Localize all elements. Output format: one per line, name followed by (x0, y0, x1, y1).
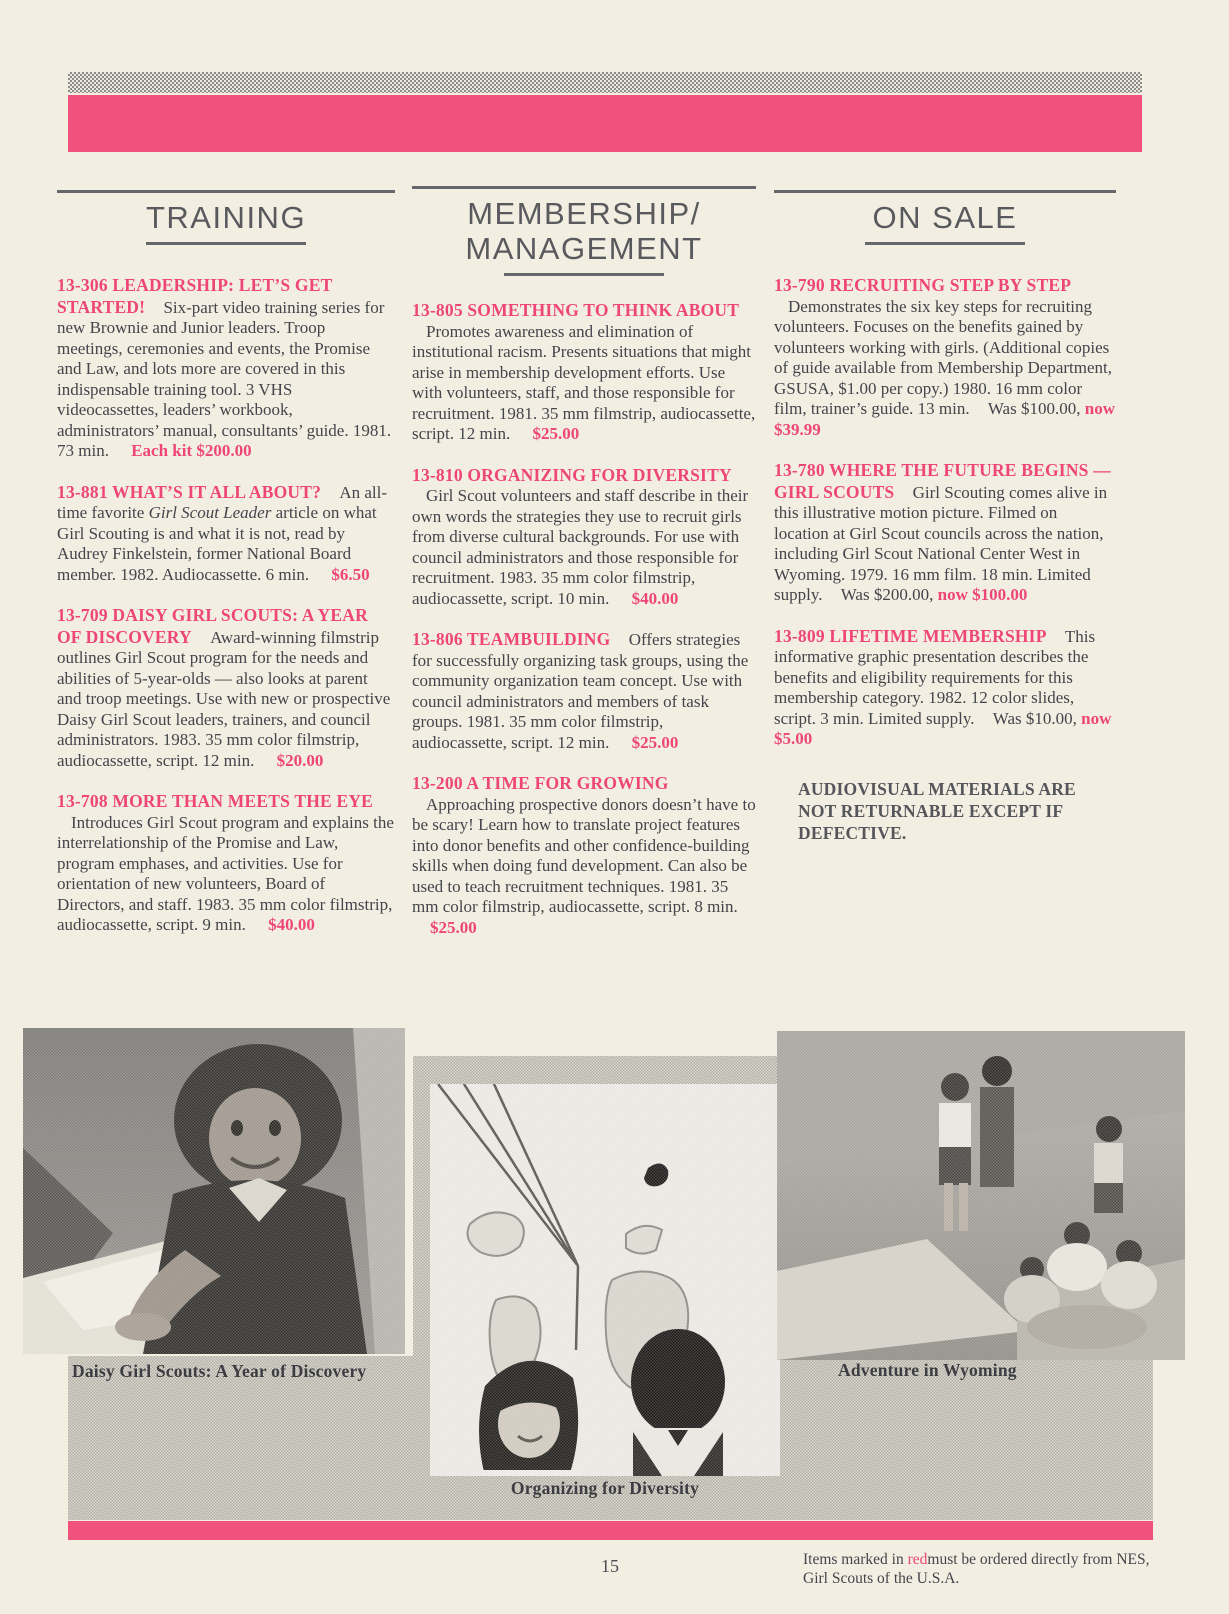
item-code: 13-881 (57, 481, 108, 502)
item-was-price: Was $10.00, (992, 708, 1077, 728)
item-price: Each kit $200.00 (131, 441, 252, 460)
item-text (412, 773, 756, 938)
catalog-item-13-790 (774, 275, 1116, 440)
item-code: 13-790 (774, 275, 825, 295)
header-rule-bottom (865, 242, 1025, 245)
item-title: RECRUITING STEP BY STEP (829, 275, 1072, 295)
header-rule-bottom (146, 242, 306, 245)
header-rule-top (412, 186, 756, 189)
item-code: 13-200 (412, 773, 463, 793)
ordering-note-suffix: must be ordered directly from NES, (927, 1551, 1150, 1568)
header-rule-bottom (504, 273, 664, 276)
item-title: LEADERSHIP: LET’S GET STARTED! (57, 275, 333, 317)
girl-reading-illustration (23, 1028, 405, 1354)
catalog-item-13-881 (57, 482, 395, 586)
item-title: SOMETHING TO THINK ABOUT (467, 300, 740, 320)
item-code: 13-709 (57, 605, 108, 625)
item-title: TEAMBUILDING (467, 629, 611, 649)
ordering-note-line2: Girl Scouts of the U.S.A. (803, 1570, 960, 1587)
column-title-training (57, 200, 395, 235)
item-code: 13-708 (57, 791, 108, 811)
column-title-text: ON SALE (872, 200, 1018, 235)
item-was-price: Was $200.00, (840, 585, 934, 604)
item-code: 13-809 (774, 625, 825, 646)
item-description-part: article on what Girl Scouting is and what it is not, read by Audrey Finkelstein, former National Board member. 1982. Audiocassette. 6 min. (57, 503, 377, 584)
column-title-membership (412, 196, 756, 266)
item-sale-price: now $39.99 (774, 399, 1115, 439)
item-price: $40.00 (268, 915, 315, 934)
item-code: 13-806 (412, 629, 463, 649)
item-title: WHAT’S IT ALL ABOUT? (112, 481, 322, 502)
catalog-item-13-806 (412, 629, 756, 753)
item-description: Six-part video training series for new Brownie and Junior leaders. Troop meetings, ceremonies and events, the Promise and Law, and lots more are covered in this indispensable training tool. 3 VHS videocassettes, leaders’ workbook, administrators’ manual, consultants’ guide. 1981. 73 min. (57, 297, 392, 460)
item-sale-price: now $100.00 (937, 585, 1028, 604)
ordering-note (803, 1550, 1173, 1588)
item-description-italic: Girl Scout Leader (148, 503, 272, 522)
item-price: $25.00 (430, 917, 477, 937)
item-text (57, 791, 395, 936)
page-number: 15 (601, 1556, 619, 1576)
item-price: $25.00 (631, 732, 679, 752)
column-title-on-sale (774, 200, 1116, 235)
catalog-item-13-780 (774, 460, 1116, 606)
column-training-header (57, 190, 395, 245)
item-price: $6.50 (331, 564, 370, 584)
item-title: WHERE THE FUTURE BEGINS — GIRL SCOUTS (774, 460, 1111, 502)
item-title: A TIME FOR GROWING (466, 773, 669, 793)
ordering-note-prefix: Items marked in (803, 1551, 908, 1568)
top-pink-band (68, 95, 1142, 152)
catalog-item-13-809 (774, 626, 1116, 750)
item-text (774, 460, 1116, 606)
item-title: ORGANIZING FOR DIVERSITY (467, 464, 732, 485)
item-description: This informative graphic presentation describes the benefits and eligibility requirements for this membership category. 1982. 12 color slides, script. 3 min. Limited supply. (774, 626, 1096, 728)
item-description: Offers strategies for successfully organizing task groups, using the community organization team concept. Use with council administrators and members of task groups. 1981. 35 mm color filmstrip, audiocassette, script. 12 min. (412, 630, 749, 752)
item-title: DAISY GIRL SCOUTS: A YEAR OF DISCOVERY (57, 605, 368, 647)
header-rule-top (774, 190, 1116, 193)
column-title-text: MANAGEMENT (465, 231, 703, 266)
photo-caption-wyoming: Adventure in Wyoming (838, 1360, 1017, 1380)
item-sale-price: now $5.00 (774, 708, 1112, 748)
photo-daisy-girl-scouts (23, 1028, 405, 1354)
item-text (57, 275, 395, 462)
item-description: Introduces Girl Scout program and explains the interrelationship of the Promise and Law, program emphases, and activities. Use for orientation of new volunteers, Board of Directors, and staff. 1983. 35 mm color filmstrip, audiocassette, script. 9 min. (57, 812, 394, 934)
returns-notice: AUDIOVISUAL MATERIALS ARE NOT RETURNABLE EXCEPT IF DEFECTIVE. (798, 778, 1076, 843)
item-price: $20.00 (276, 750, 324, 770)
item-description: Approaching prospective donors doesn’t have to be scary! Learn how to translate project features into donor benefits and other confidence-building skills when doing fund development. Can also be used to teach recruitment techniques. 1981. 35 mm color filmstrip, audiocassette, script. 8 min. (412, 794, 756, 916)
item-text (412, 465, 756, 610)
catalog-item-13-810 (412, 465, 756, 610)
item-title: MORE THAN MEETS THE EYE (112, 791, 374, 811)
item-description-part: An all-time favorite (57, 482, 388, 522)
item-was-price: Was $100.00, (987, 399, 1081, 418)
item-code: 13-780 (774, 460, 825, 480)
item-description: Girl Scouting comes alive in this illustrative motion picture. Filmed on location at Girl Scout councils across the nation, including Girl Scout National Center West in Wyoming. 1979. 16 mm film. 18 min. Limited supply. (774, 482, 1108, 604)
column-title-text: TRAINING (145, 200, 307, 235)
item-text (774, 626, 1116, 750)
photo-adventure-in-wyoming (777, 1031, 1185, 1360)
item-code: 13-805 (412, 300, 463, 320)
item-code: 13-306 (57, 275, 108, 295)
item-text (412, 300, 756, 445)
catalog-item-13-306 (57, 275, 395, 462)
item-price: $25.00 (532, 424, 580, 443)
catalog-item-13-708 (57, 791, 395, 936)
column-membership-management (412, 186, 756, 958)
item-description: Demonstrates the six key steps for recruiting volunteers. Focuses on the benefits gained by volunteers working with girls. (Additional copies of guide available from Membership Department, GSUSA, $1.00 per copy.) 1980. 16 mm color film, trainer’s guide. 13 min. (774, 296, 1112, 418)
column-title-text: MEMBERSHIP/ (467, 196, 701, 231)
bottom-pink-band (68, 1521, 1153, 1540)
catalog-item-13-805 (412, 300, 756, 445)
column-training (57, 190, 395, 956)
item-code: 13-810 (412, 464, 463, 485)
girls-on-rocks-illustration (777, 1031, 1185, 1360)
header-rule-top (57, 190, 395, 193)
item-text (774, 275, 1116, 440)
children-world-map-illustration (430, 1084, 780, 1476)
item-description: Girl Scout volunteers and staff describe in their own words the strategies they use to recruit girls from diverse cultural backgrounds. For use with council administrators and those responsible for recruitment. 1983. 35 mm color filmstrip, audiocassette, script. 10 min. (412, 486, 749, 608)
item-title: LIFETIME MEMBERSHIP (829, 625, 1047, 646)
item-text (412, 629, 756, 753)
catalog-item-13-709 (57, 605, 395, 771)
column-membership-header (412, 186, 756, 276)
column-on-sale-header (774, 190, 1116, 245)
top-halftone-band (68, 72, 1142, 93)
item-price: $40.00 (631, 588, 679, 608)
item-text (57, 482, 395, 586)
photo-organizing-for-diversity (430, 1084, 780, 1476)
ordering-note-red-word: red (907, 1551, 928, 1568)
item-description: Promotes awareness and elimination of institutional racism. Presents situations that might arise in membership development efforts. Use with volunteers, staff, and those responsible for recruitment. 1981. 35 mm filmstrip, audiocassette, script. 12 min. (412, 321, 756, 443)
column-on-sale (774, 190, 1116, 844)
item-description: Award-winning filmstrip outlines Girl Scout program for the needs and abilities of 5-year-olds — also looks at parent and troop meetings. Use with new or prospective Daisy Girl Scout leaders, trainers, and council administrators. 1983. 35 mm color filmstrip, audiocassette, script. 12 min. (57, 627, 391, 770)
photo-caption-daisy: Daisy Girl Scouts: A Year of Discovery (72, 1361, 367, 1381)
item-text (57, 605, 395, 771)
catalog-item-13-200 (412, 773, 756, 938)
photo-caption-diversity: Organizing for Diversity (510, 1478, 700, 1498)
